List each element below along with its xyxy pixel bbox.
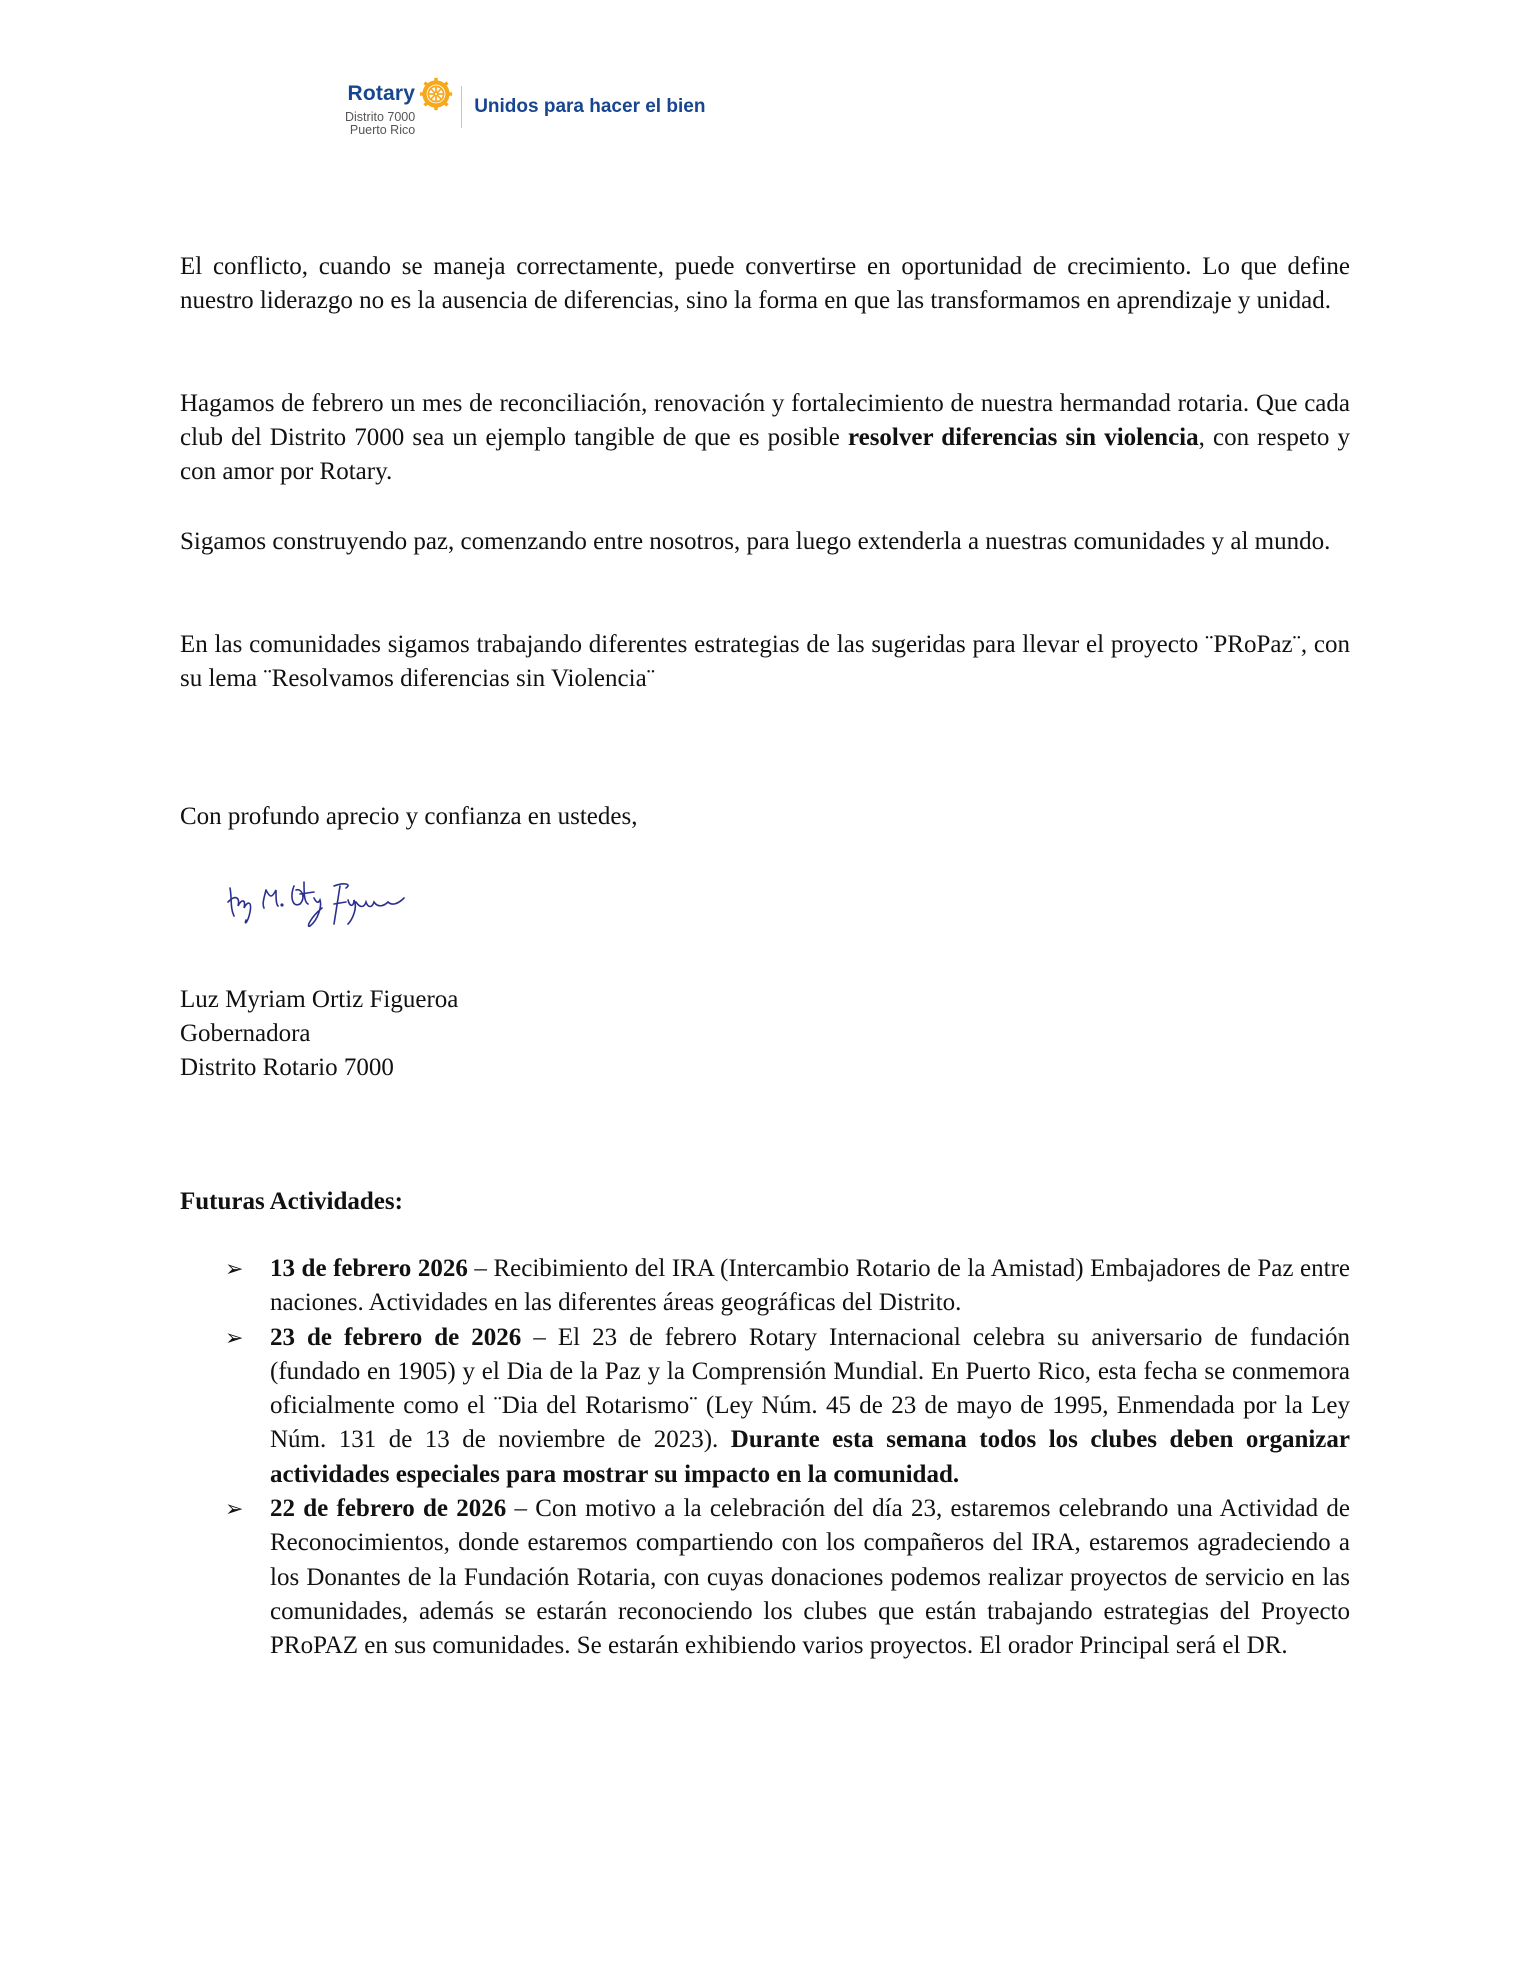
signature-icon — [222, 868, 422, 938]
paragraph-text: Sigamos construyendo paz, comenzando entre nosotros, para luego extenderla a nuestras comunidades y al mundo. — [180, 528, 1331, 555]
section-heading: Futuras Actividades: — [180, 1188, 403, 1215]
closing-salutation: Con profundo aprecio y confianza en ustedes, — [180, 803, 638, 830]
paragraph-text: Hagamos de febrero un mes de reconciliación, renovación y fortalecimiento de nuestra hermandad rotaria. Que cada club del Distrito 7000 sea un ejemplo tangible de que es posible resolver diferencias sin violencia, con respeto y con amor por Rotary. — [180, 390, 1350, 485]
paragraph-propaz — [180, 628, 1350, 696]
signer-name: Luz Myriam Ortiz Figueroa — [180, 986, 459, 1013]
rotary-wheel-icon — [419, 77, 453, 111]
arrow-bullet-icon: ➢ — [225, 1324, 244, 1350]
tagline: Unidos para hacer el bien — [474, 96, 706, 117]
list-item: ➢ 13 de febrero 2026 – Recibimiento del IRA (Intercambio Rotario de la Amistad) Embajadores de Paz entre naciones. Actividades en las diferentes áreas geográficas del Distrito. — [225, 1252, 1350, 1321]
paragraph-february — [180, 387, 1350, 489]
region-label: Puerto Rico — [349, 123, 416, 137]
paragraph-text: El conflicto, cuando se maneja correctamente, puede convertirse en oportunidad de crecimiento. Lo que define nuestro liderazgo no es la ausencia de diferencias, sino la forma en que las transformamos en aprendizaje y unidad. — [180, 253, 1350, 314]
signer-title: Gobernadora — [180, 1020, 311, 1047]
list-item: ➢ 23 de febrero de 2026 – El 23 de febrero Rotary Internacional celebra su aniversario de fundación (fundado en 1905) y el Dia de la Paz y la Comprensión Mundial. En Puerto Rico, esta fecha se conmemora oficialmente como el ¨Dia del Rotarismo¨ (Ley Núm. 45 de 23 de mayo de 1995, Enmendada por la Ley Núm. 131 de 13 de noviembre de 2023). Durante esta semana todos los clubes deben organizar actividades especiales para mostrar su impacto en la comunidad. — [225, 1321, 1350, 1492]
signature-block — [180, 983, 1350, 1085]
rotary-wordmark: Rotary — [347, 82, 416, 105]
activity-date: 23 de febrero de 2026 — [270, 1323, 522, 1351]
activity-date: 22 de febrero de 2026 — [270, 1495, 507, 1523]
activity-date: 13 de febrero 2026 — [270, 1255, 468, 1282]
letterhead — [345, 72, 705, 142]
signer-organization: Distrito Rotario 7000 — [180, 1054, 394, 1081]
paragraph-text: En las comunidades sigamos trabajando diferentes estrategias de las sugeridas para llevar el proyecto ¨PRoPaz¨, con su lema ¨Resolvamos diferencias sin Violencia¨ — [180, 631, 1350, 692]
logo-divider — [461, 86, 462, 128]
district-label: Distrito 7000 — [345, 110, 416, 124]
rotary-logo — [345, 77, 453, 137]
activities-list — [225, 1252, 1350, 1664]
arrow-bullet-icon: ➢ — [225, 1496, 244, 1522]
list-item: ➢ 22 de febrero de 2026 – Con motivo a la celebración del día 23, estaremos celebrando una Actividad de Reconocimientos, donde estaremos compartiendo con los compañeros del IRA, estaremos agradeciendo a los Donantes de la Fundación Rotaria, con cuyas donaciones podemos realizar proyectos de servicio en las comunidades, además se estarán reconociendo los clubes que están trabajando estrategias del Proyecto PRoPAZ en sus comunidades. Se estarán exhibiendo varios proyectos. El orador Principal será el DR. — [225, 1492, 1350, 1663]
paragraph-conflict — [180, 250, 1350, 318]
emphasis-text: resolver diferencias sin violencia — [847, 424, 1199, 451]
arrow-bullet-icon: ➢ — [225, 1256, 244, 1281]
paragraph-peace — [180, 525, 1350, 559]
emphasis-text: Durante esta semana todos los clubes deben organizar actividades especiales para mostrar su impacto en la comunidad. — [270, 1426, 1350, 1488]
